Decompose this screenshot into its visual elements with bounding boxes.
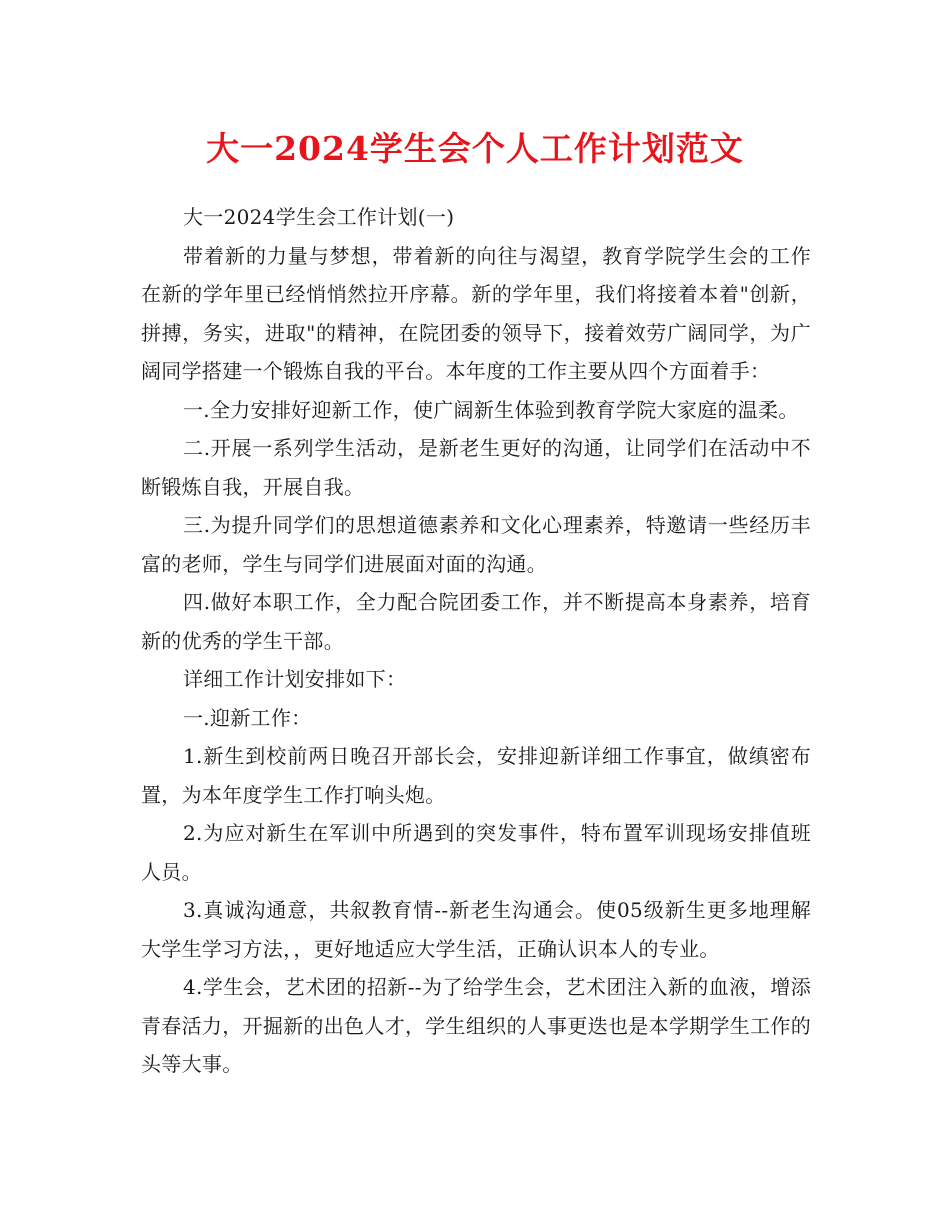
section-heading: 大一2024学生会工作计划(一) [183, 205, 455, 229]
plan-item-2: 2.为应对新生在军训中所遇到的突发事件，特布置军训现场安排值班人员。 [141, 821, 811, 884]
document-title: 大一2024学生会个人工作计划范文 [206, 129, 744, 168]
plan-heading: 详细工作计划安排如下： [183, 667, 407, 691]
intro-paragraph: 带着新的力量与梦想，带着新的向往与渴望，教育学院学生会的工作在新的学年里已经悄悄然拉开序幕。新的学年里，我们将接着本着"创新，拼搏，务实，进取"的精神，在院团委的领导下，接着效劳广阔同学，为广阔同学搭建一个锻炼自我的平台。本年度的工作主要从四个方面着手： [141, 243, 811, 383]
aspect-item-3: 三.为提升同学们的思想道德素养和文化心理素养，特邀请一些经历丰富的老师，学生与同学们进展面对面的沟通。 [141, 513, 811, 576]
plan-item-1: 1.新生到校前两日晚召开部长会，安排迎新详细工作事宜，做缜密布置，为本年度学生工作打响头炮。 [141, 744, 811, 807]
aspect-item-1: 一.全力安排好迎新工作，使广阔新生体验到教育学院大家庭的温柔。 [183, 397, 799, 422]
aspect-item-4: 四.做好本职工作，全力配合院团委工作，并不断提高本身素养，培育新的优秀的学生干部。 [141, 590, 811, 653]
plan-item-4: 4.学生会，艺术团的招新--为了给学生会，艺术团注入新的血液，增添青春活力，开掘新的出色人才，学生组织的人事更迭也是本学期学生工作的头等大事。 [141, 975, 811, 1076]
aspect-item-2: 二.开展一系列学生活动，是新老生更好的沟通，让同学们在活动中不断锻炼自我，开展自我。 [141, 436, 811, 499]
plan-item-3: 3.真诚沟通意，共叙教育情--新老生沟通会。使05级新生更多地理解大学生学习方法，，更好地适应大学生活，正确认识本人的专业。 [141, 898, 811, 961]
subsection-heading: 一.迎新工作： [183, 705, 312, 730]
document-body [141, 198, 811, 1084]
